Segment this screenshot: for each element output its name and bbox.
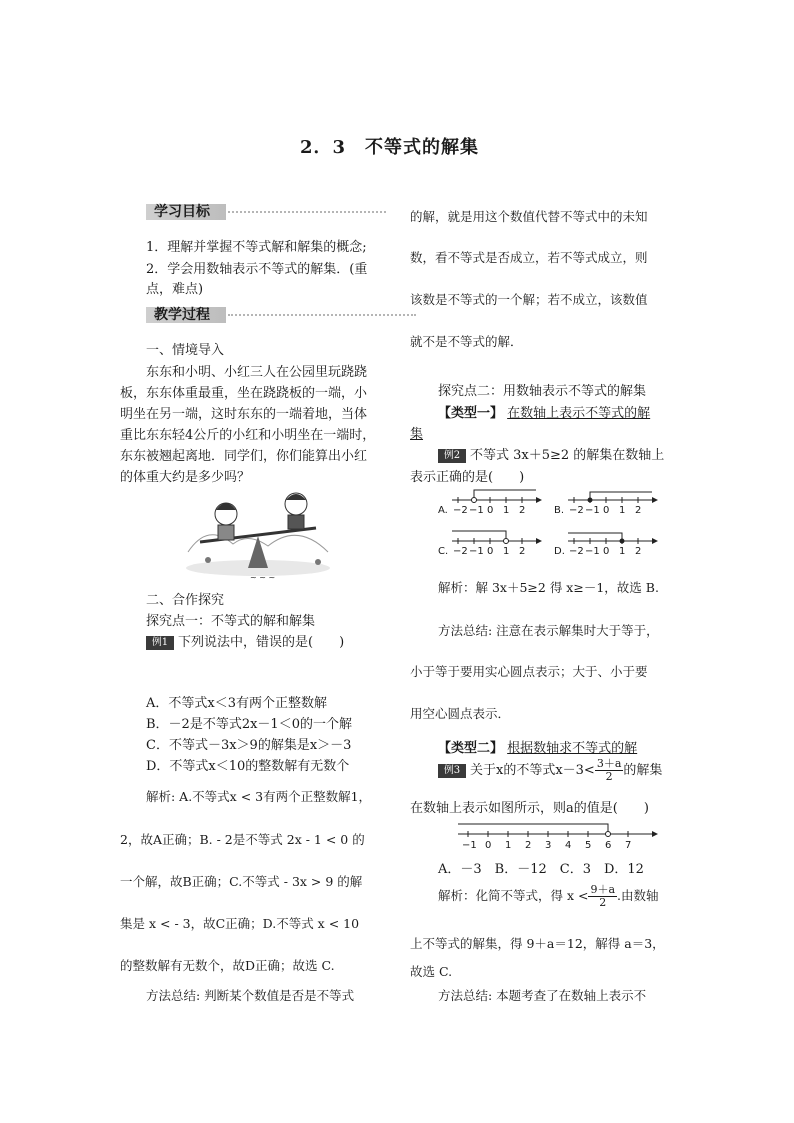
cont-line-4: 就不是不等式的解． xyxy=(410,334,523,349)
story-line-1: 东东和小明、小红三人在公园里玩跷跷 xyxy=(146,365,368,380)
option-b-letter: B. xyxy=(554,505,565,516)
example-3-method: 方法总结: 本题考查了在数轴上表示不 xyxy=(438,988,647,1003)
page-title: 2．3 不等式的解集 xyxy=(300,137,480,158)
type-2-text: 根据数轴求不等式的解 xyxy=(507,741,638,756)
point-1-heading: 探究点一：不等式的解和解集 xyxy=(146,614,316,629)
example-1-option-a: A．不等式x＜3有两个正整数解 xyxy=(146,696,327,711)
example-3-text-a: 关于x的不等式x－3< xyxy=(470,763,595,778)
type-1-label: 【类型一】 xyxy=(438,406,504,421)
example-1-analysis-4: 集是 x < - 3，故C正确；D.不等式 x < 10 xyxy=(120,916,360,931)
seesaw-illustration xyxy=(178,482,338,582)
tick-label: 0 xyxy=(603,505,610,516)
tick-label: 2 xyxy=(635,546,642,557)
tick-label: 5 xyxy=(585,840,592,850)
tick-label: 2 xyxy=(519,546,526,557)
example-3-badge: 例3 xyxy=(438,764,466,778)
option-d-number-line xyxy=(554,533,658,557)
process-header xyxy=(146,307,416,323)
example-1-analysis-3: 一个解，故B正确；C.不等式 - 3x > 9 的解 xyxy=(120,874,363,889)
type-1-text-cont: 集 xyxy=(410,427,424,442)
tick-label: 4 xyxy=(565,840,572,850)
analysis-fraction xyxy=(588,884,617,909)
example-1-text: 下列说法中，错误的是( ) xyxy=(178,635,345,650)
story-line-5: 东东被翘起离地．同学们，你们能算出小红 xyxy=(120,449,368,464)
tick-label: −1 xyxy=(469,546,484,557)
header-divider xyxy=(228,211,386,215)
example-2-text: 不等式 3x＋5≥2 的解集在数轴上 xyxy=(470,448,665,463)
story-line-2: 板，东东体重最重，坐在跷跷板的一端，小 xyxy=(120,386,368,401)
story-line-3: 明坐在另一端，这时东东的一端着地，当体 xyxy=(120,407,368,422)
tick-label: −2 xyxy=(569,505,584,516)
type-1-heading xyxy=(438,402,650,421)
objective-2: 2．学会用数轴表示不等式的解集．(重 xyxy=(146,262,368,277)
svg-text:~ ~ ~: ~ ~ ~ xyxy=(250,573,276,582)
tick-label: −2 xyxy=(569,546,584,557)
section-explore: 二、合作探究 xyxy=(146,593,225,608)
example-3-options: A．－3 B．－12 C．3 D．12 xyxy=(438,862,644,877)
tick-label: 1 xyxy=(505,840,512,850)
tick-label: −1 xyxy=(469,505,484,516)
tick-label: 7 xyxy=(625,840,632,850)
example-3-number-line xyxy=(456,818,666,850)
option-b-number-line xyxy=(554,492,658,516)
fraction-numerator: 9＋a xyxy=(590,883,616,896)
tick-label: 0 xyxy=(603,546,610,557)
option-c-number-line xyxy=(438,531,542,557)
objective-2-cont: 点，难点) xyxy=(146,282,204,297)
tick-label: 2 xyxy=(525,840,532,850)
example-2-badge: 例2 xyxy=(438,449,466,463)
tick-label: 2 xyxy=(519,505,526,516)
fraction-denominator: 2 xyxy=(599,896,607,909)
header-divider xyxy=(228,314,416,318)
fraction-denominator: 2 xyxy=(605,770,613,783)
example-1-option-b: B．－2是不等式2x－1＜0的一个解 xyxy=(146,717,352,732)
tick-label: 1 xyxy=(503,546,510,557)
analysis-text-b: .由数轴 xyxy=(617,888,659,903)
tick-label: 0 xyxy=(487,546,494,557)
example-3-text-b: 的解集 xyxy=(623,763,663,778)
cont-line-2: 数，看不等式是否成立，若不等式成立，则 xyxy=(410,250,648,265)
example-3-question-cont: 在数轴上表示如图所示，则a的值是( ) xyxy=(410,801,649,816)
tick-label: 0 xyxy=(485,840,492,850)
tick-label: 1 xyxy=(503,505,510,516)
example-1-option-d: D．不等式x＜10的整数解有无数个 xyxy=(146,759,350,774)
example-3-analysis-1 xyxy=(438,884,659,909)
tick-label: 6 xyxy=(605,840,612,850)
example-2-method-2: 小于等于要用实心圆点表示；大于、小于要 xyxy=(410,664,648,679)
type-2-label: 【类型二】 xyxy=(438,741,504,756)
cont-line-1: 的解，就是用这个数值代替不等式中的未知 xyxy=(410,209,648,224)
example-3-analysis-2: 上不等式的解集，得 9＋a＝12，解得 a＝3， xyxy=(410,936,665,951)
analysis-text-a: 解析：化简不等式，得 x < xyxy=(438,888,589,903)
tick-label: 0 xyxy=(487,505,494,516)
tick-label: 3 xyxy=(545,840,552,850)
type-1-text: 在数轴上表示不等式的解 xyxy=(507,406,651,421)
example-1-badge: 例1 xyxy=(146,636,174,650)
example-1-analysis-5: 的整数解有无数个，故D正确；故选 C. xyxy=(120,958,335,973)
story-line-6: 的体重大约是多少吗？ xyxy=(120,470,251,485)
tick-label: −1 xyxy=(585,505,600,516)
example-3-analysis-3: 故选 C. xyxy=(410,964,453,979)
cont-line-3: 该数是不等式的一个解；若不成立，该数值 xyxy=(410,292,648,307)
number-line-options xyxy=(436,488,676,560)
example-2-method-3: 用空心圆点表示． xyxy=(410,706,511,721)
example-3-fraction xyxy=(595,758,624,783)
example-2-analysis: 解析：解 3x＋5≥2 得 x≥－1，故选 B. xyxy=(438,580,659,595)
tick-label: 2 xyxy=(635,505,642,516)
option-d-letter: D. xyxy=(554,546,565,557)
example-1-question xyxy=(146,631,344,650)
option-a-letter: A. xyxy=(438,505,448,516)
example-2-question xyxy=(438,444,664,463)
example-3-question xyxy=(438,758,662,783)
tick-label: 1 xyxy=(619,546,626,557)
point-2-heading: 探究点二：用数轴表示不等式的解集 xyxy=(438,384,647,399)
example-2-question-cont: 表示正确的是( ) xyxy=(410,470,525,485)
tick-label: −1 xyxy=(462,840,477,850)
type-2-heading xyxy=(438,737,637,756)
example-2-method-1: 方法总结: 注意在表示解集时大于等于， xyxy=(438,623,659,638)
option-a-number-line xyxy=(438,490,542,516)
objectives-header xyxy=(146,204,386,220)
objectives-header-label: 学习目标 xyxy=(146,204,226,220)
process-header-label: 教学过程 xyxy=(146,307,226,323)
tick-label: −2 xyxy=(453,505,468,516)
fraction-numerator: 3＋a xyxy=(596,757,622,770)
tick-label: 1 xyxy=(619,505,626,516)
option-c-letter: C. xyxy=(438,546,449,557)
story-line-4: 重比东东轻4公斤的小红和小明坐在一端时， xyxy=(120,428,376,443)
example-1-method: 方法总结: 判断某个数值是否是不等式 xyxy=(146,988,355,1003)
example-1-analysis-1: 解析: A.不等式x < 3有两个正整数解1， xyxy=(146,789,372,804)
example-1-analysis-2: 2，故A正确；B. - 2是不等式 2x - 1 < 0 的 xyxy=(120,832,365,847)
example-1-option-c: C．不等式－3x＞9的解集是x＞－3 xyxy=(146,738,352,753)
tick-label: −1 xyxy=(585,546,600,557)
section-intro: 一、情境导入 xyxy=(146,343,225,358)
tick-label: −2 xyxy=(453,546,468,557)
objective-1: 1．理解并掌握不等式解和解集的概念; xyxy=(146,240,367,255)
